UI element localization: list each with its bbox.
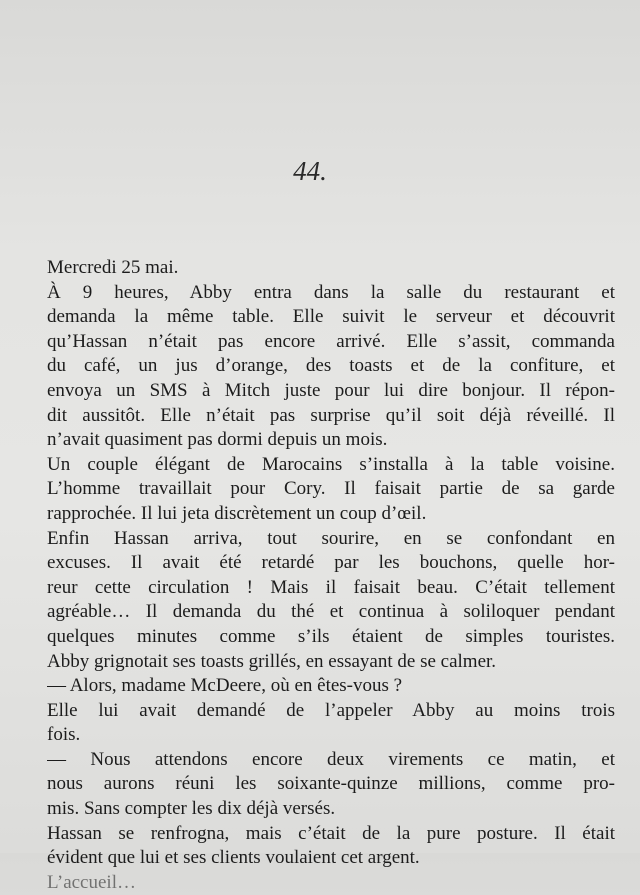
text-line: du café, un jus d’orange, des toasts et de la confiture, et bbox=[47, 355, 615, 377]
text-line: envoya un SMS à Mitch juste pour lui dire bonjour. Il répon- bbox=[47, 379, 615, 401]
text-line: fois. bbox=[47, 724, 81, 746]
text-line: L’accueil… bbox=[47, 871, 136, 893]
text-line: Un couple élégant de Marocains s’installa à la table voisine. bbox=[47, 453, 615, 475]
text-line: dit aussitôt. Elle n’était pas surprise qu’il soit déjà réveillé. Il bbox=[47, 404, 615, 426]
text-line: À 9 heures, Abby entra dans la salle du restaurant et bbox=[47, 281, 615, 303]
chapter-number: 44. bbox=[293, 156, 327, 186]
body-text bbox=[47, 256, 615, 895]
text-line: rapprochée. Il lui jeta discrètement un coup d’œil. bbox=[47, 502, 427, 524]
text-line: excuses. Il avait été retardé par les bouchons, quelle hor- bbox=[47, 552, 615, 574]
text-line: — Nous attendons encore deux virements ce matin, et bbox=[47, 748, 615, 770]
text-line: qu’Hassan n’était pas encore arrivé. Elle s’assit, commanda bbox=[47, 330, 615, 352]
text-line: Mercredi 25 mai. bbox=[47, 257, 179, 278]
text-line: Elle lui avait demandé de l’appeler Abby au moins trois bbox=[47, 699, 615, 721]
text-line: quelques minutes comme s’ils étaient de simples touristes. bbox=[47, 625, 615, 647]
text-line: agréable… Il demanda du thé et continua à soliloquer pendant bbox=[47, 601, 615, 623]
text-line: demanda la même table. Elle suivit le serveur et découvrit bbox=[47, 306, 615, 328]
text-line: mis. Sans compter les dix déjà versés. bbox=[47, 798, 336, 820]
text-line: évident que lui et ses clients voulaient cet argent. bbox=[47, 847, 420, 869]
text-line: reur cette circulation ! Mais il faisait beau. C’était tellement bbox=[47, 576, 615, 598]
text-line: n’avait quasiment pas dormi depuis un mois. bbox=[47, 429, 388, 451]
text-line: Enfin Hassan arriva, tout sourire, en se confondant en bbox=[47, 527, 615, 549]
text-line: L’homme travaillait pour Cory. Il faisait partie de sa garde bbox=[47, 478, 615, 500]
text-line: Abby grignotait ses toasts grillés, en essayant de se calmer. bbox=[47, 650, 497, 672]
text-line: Hassan se renfrogna, mais c’était de la pure posture. Il était bbox=[47, 822, 615, 844]
text-line: nous aurons réuni les soixante-quinze millions, comme pro- bbox=[47, 773, 615, 795]
text-line: — Alors, madame McDeere, où en êtes-vous ? bbox=[47, 675, 403, 697]
